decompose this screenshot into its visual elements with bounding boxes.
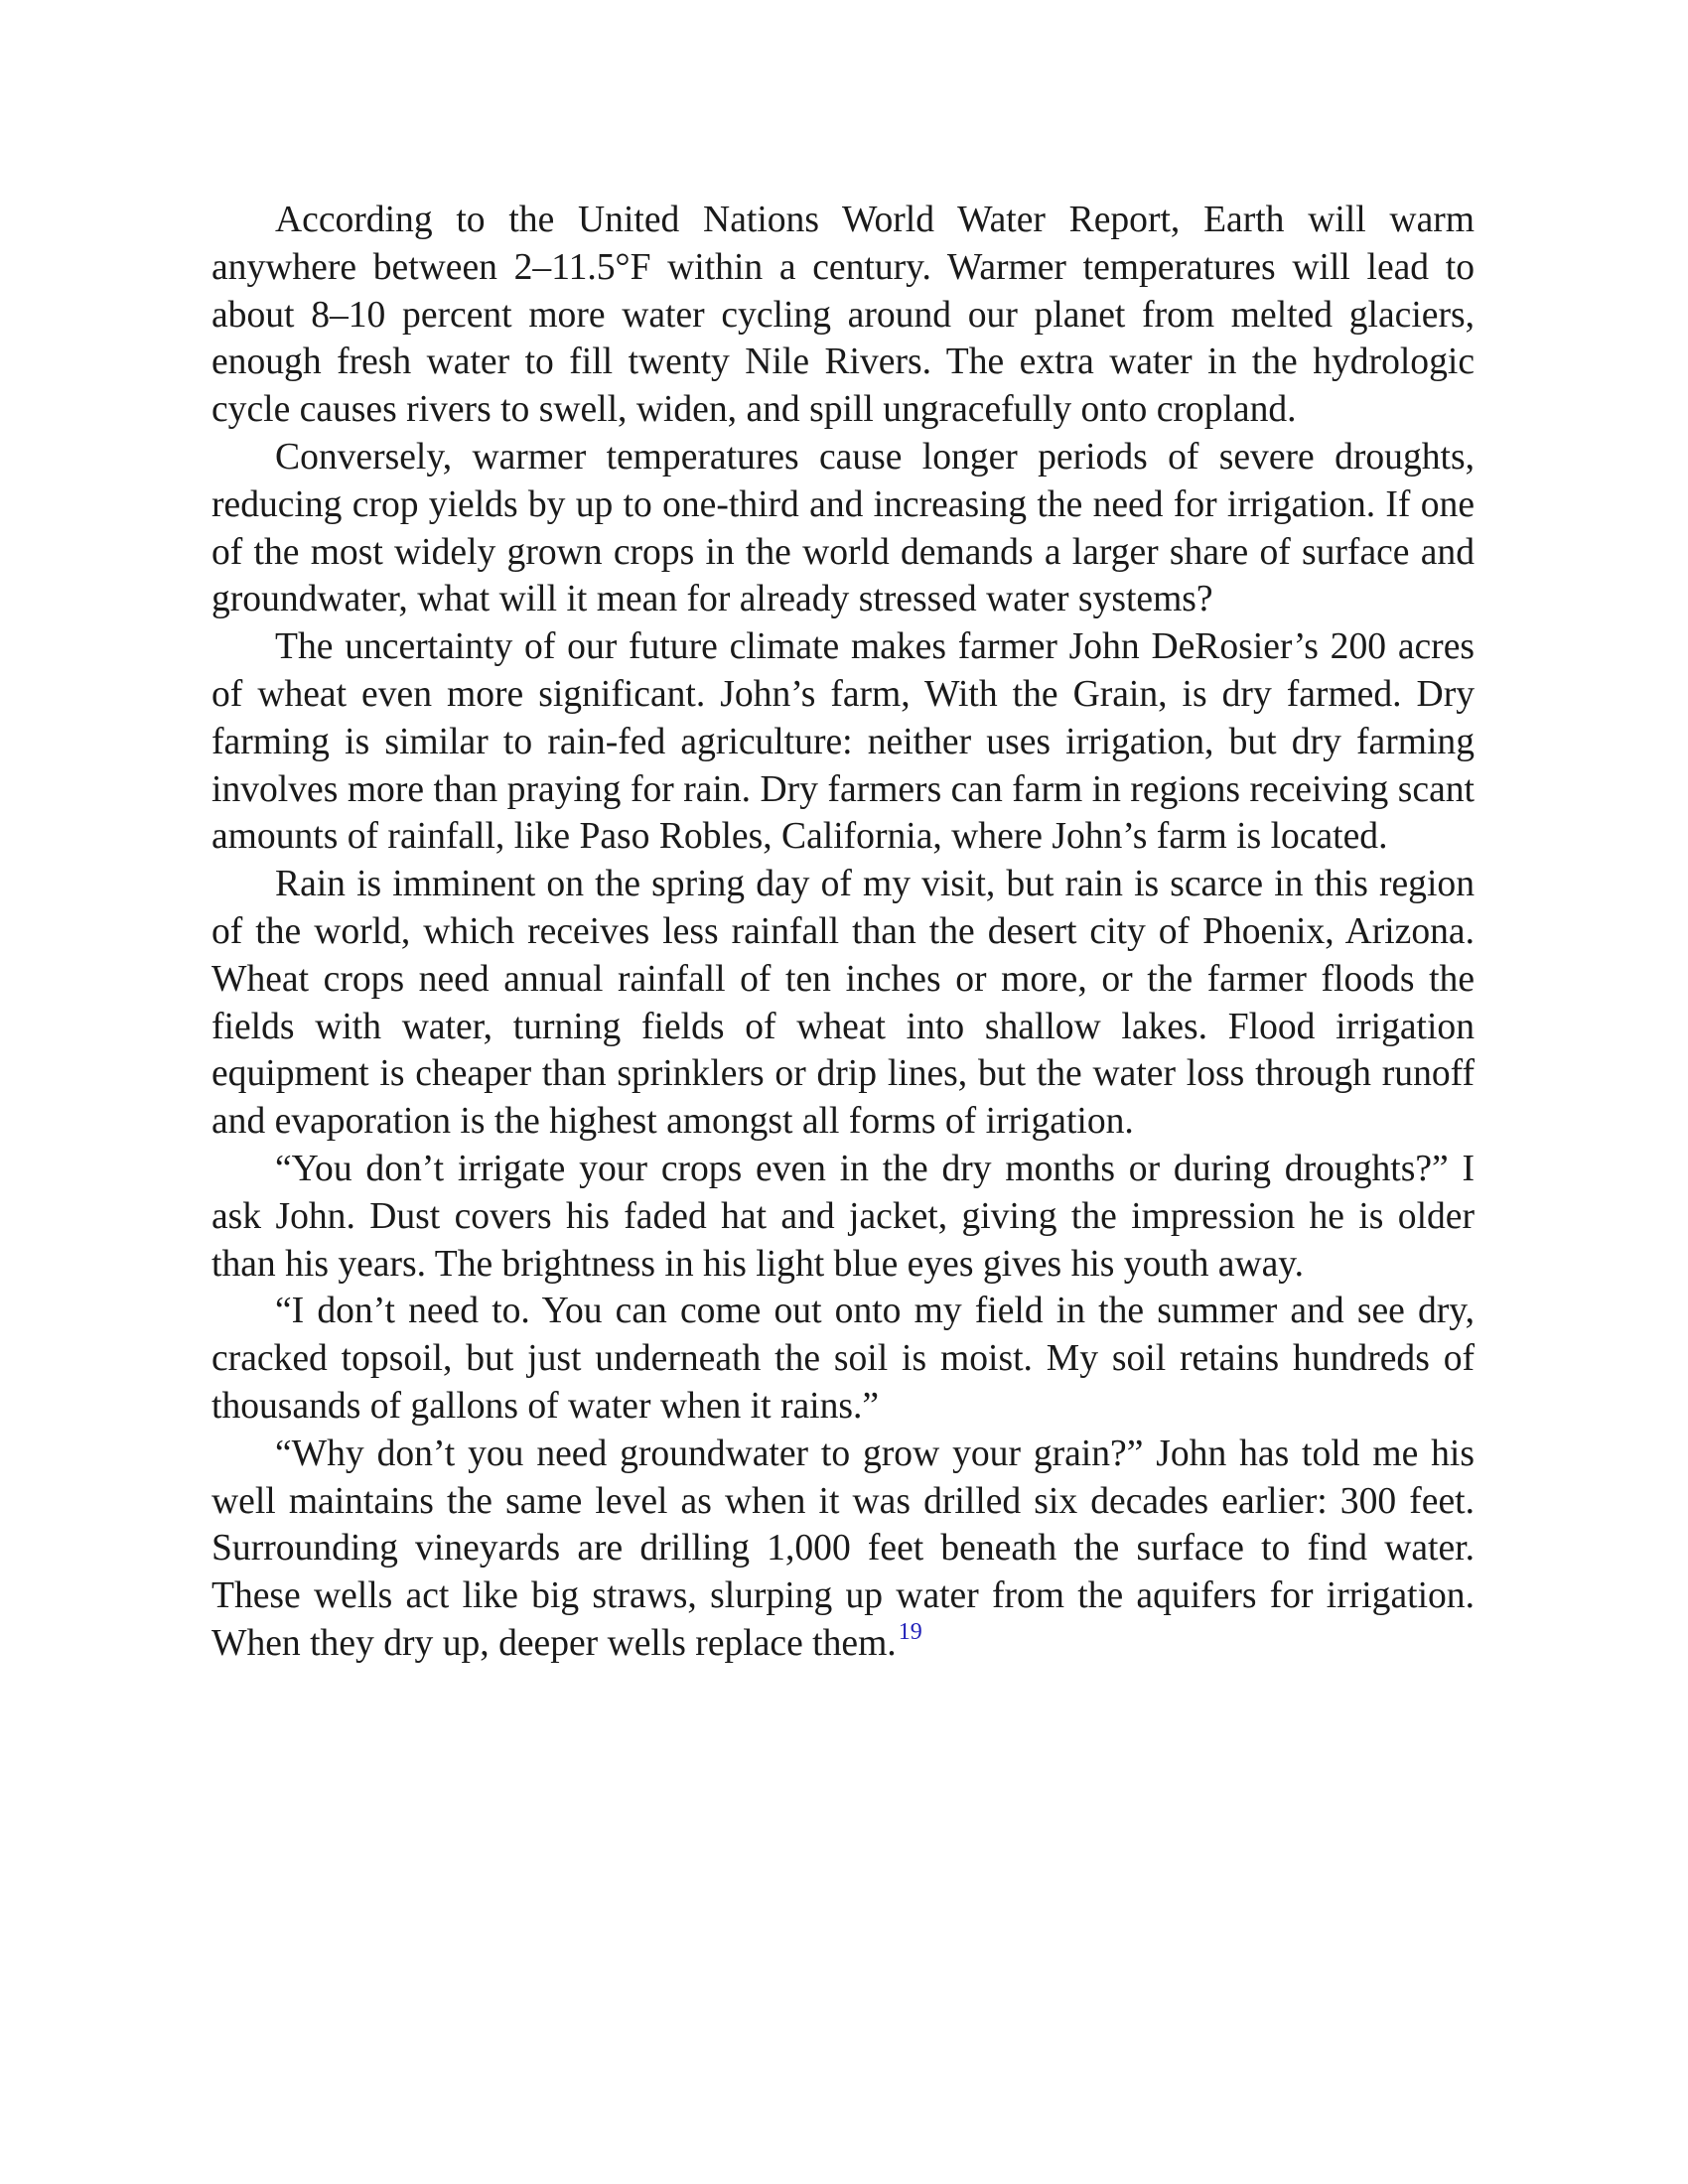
footnote-link[interactable]: 19 [898, 1619, 922, 1646]
paragraph-1: According to the United Nations World Water Report, Earth will warm anywhere between 2–11.5°F within a century. Warmer temperatures will lead to about 8–10 percent more water cycling around our planet from melted glaciers, enough fresh water to fill twenty Nile Rivers. The extra water in the hydrologic cycle causes rivers to swell, widen, and spill ungracefully onto cropland. [211, 200, 1475, 431]
paragraph-7 [211, 1431, 1475, 1668]
paragraph-7-text: “Why don’t you need groundwater to grow your grain?” John has told me his well maintains the same level as when it was drilled six decades earlier: 300 feet. Surrounding vineyards are drilling 1,000 feet beneath the surface to find water. These wells act like big straws, slurping up water from the aquifers for irrigation. When they dry up, deeper wells replace them. [211, 1433, 1475, 1664]
paragraph-4: Rain is imminent on the spring day of my visit, but rain is scarce in this region of the world, which receives less rainfall than the desert city of Phoenix, Arizona. Wheat crops need annual rainfall of ten inches or more, or the farmer floods the fields with water, turning fields of wheat into shallow lakes. Flood irrigation equipment is cheaper than sprinklers or drip lines, but the water loss through runoff and evaporation is the highest amongst all forms of irrigation. [211, 864, 1475, 1143]
paragraph-5: “You don’t irrigate your crops even in the dry months or during droughts?” I ask John. Dust covers his faded hat and jacket, giving the impression he is older than his years. The brightness in his light blue eyes gives his youth away. [211, 1148, 1475, 1285]
paragraph-3: The uncertainty of our future climate makes farmer John DeRosier’s 200 acres of wheat even more significant. John’s farm, With the Grain, is dry farmed. Dry farming is similar to rain-fed agriculture: neither uses irrigation, but dry farming involves more than praying for rain. Dry farmers can farm in regions receiving scant amounts of rainfall, like Paso Robles, California, where John’s farm is located. [211, 626, 1475, 858]
paragraph-6: “I don’t need to. You can come out onto my field in the summer and see dry, cracked topsoil, but just underneath the soil is moist. My soil retains hundreds of thousands of gallons of water when it rains.” [211, 1291, 1475, 1427]
page-body [211, 197, 1475, 1668]
paragraph-2: Conversely, warmer temperatures cause longer periods of severe droughts, reducing crop yields by up to one-third and increasing the need for irrigation. If one of the most widely grown crops in the world demands a larger share of surface and groundwater, what will it mean for already stressed water systems? [211, 436, 1475, 620]
